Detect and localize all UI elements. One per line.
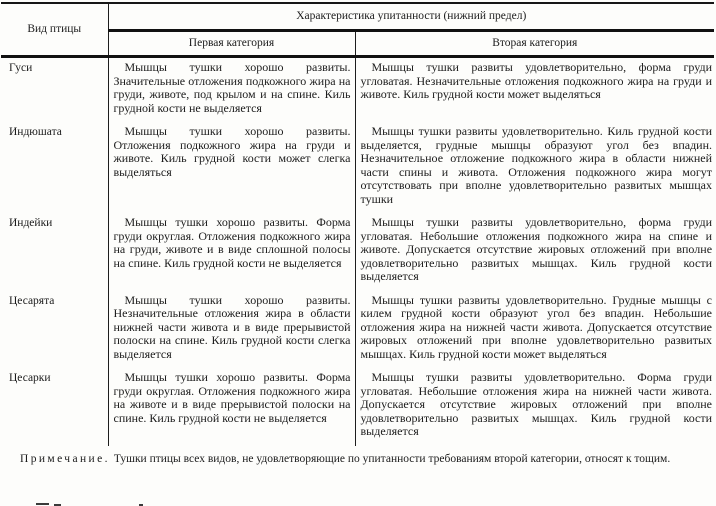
category1-description: Мышцы тушки хорошо развиты. Форма груди округлая. Отложения подкожного жира на животе и в виде прерывистой полоски на спине. Киль грудной кости не выделяется	[108, 368, 355, 446]
clipped-glyph-fragment	[36, 503, 49, 505]
column-header-bird-type: Вид птицы	[1, 3, 108, 57]
footnote-text: Тушки птицы всех видов, не удовлетворяющие по упитанности требованиям второй категории, относят к тощим.	[113, 452, 671, 465]
column-header-second-category: Вторая категория	[355, 31, 714, 57]
column-header-first-category: Первая категория	[108, 31, 355, 57]
fatness-characteristics-table	[1, 2, 714, 446]
clipped-next-text-line	[0, 501, 716, 506]
table-row-turkey-poults	[1, 122, 714, 213]
table-row-geese	[1, 57, 714, 123]
footnote	[3, 453, 713, 467]
category2-description: Мышцы тушки развиты удовлетворительно, форма груди угловатая. Незначительные отложения подкожного жира на груди и животе. Киль грудной кости может выделяться	[360, 60, 713, 101]
table-body	[1, 57, 714, 446]
footnote-label: Примечание.	[20, 452, 110, 465]
category2-description: Мышцы тушки развиты удовлетворительно. Киль грудной кости выделяется, грудные мышцы образуют угол без впадин. Незначительное отложение подкожного жира в области нижней части спины и живота. Отложения подкожного жира могут отсутствовать при вполне удовлетворительно развитых мышцах тушки	[360, 124, 713, 206]
category2-description: Мышцы тушки развиты удовлетворительно. Грудные мышцы с килем грудной кости образуют угол без впадин. Небольшие отложения жира на нижней части живота. Допускается отсутствие жировых отложений при вполне удовлетворительно развитых мышцах. Киль грудной кости может выделяться	[360, 292, 713, 361]
bird-name: Индейки	[1, 213, 108, 291]
category1-description: Мышцы тушки хорошо развиты. Отложения подкожного жира на груди и животе. Киль грудной кости может слегка выделяться	[108, 122, 355, 213]
table-header	[1, 3, 714, 57]
category1-description: Мышцы тушки хорошо развиты. Форма груди округлая. Отложения подкожного жира на груди, животе и в виде сплошной полосы на спине. Киль грудной кости не выделяется	[108, 213, 355, 291]
table-row-turkeys	[1, 213, 714, 291]
category2-description: Мышцы тушки развиты удовлетворительно. Форма груди угловатая. Небольшие отложения жира на нижней части живота. Допускается отсутствие жировых отложений при вполне удовлетворительно развитых мышцах. Киль грудной кости выделяется	[360, 370, 713, 438]
table-row-guinea-fowl-young	[1, 291, 714, 369]
bird-name: Индюшата	[1, 122, 108, 213]
category1-description: Мышцы тушки хорошо развиты. Значительные отложения подкожного жира на груди, животе, под крылом и на спине. Киль грудной кости не выделяется	[108, 57, 355, 123]
bird-name: Цесарки	[1, 368, 108, 446]
column-header-fatness-characteristic: Характеристика упитанности (нижний предел)	[108, 3, 714, 31]
category2-description: Мышцы тушки развиты удовлетворительно, форма груди угловатая. Небольшие отложения подкожного жира на спине и животе. Допускается отсутствие жировых отложений при вполне удовлетворительно развитых мышцах. Киль грудной кости выделяется	[360, 215, 713, 283]
bird-name: Цесарята	[1, 291, 108, 369]
category1-description: Мышцы тушки хорошо развиты. Незначительные отложения жира в области нижней части живота и в виде прерывистой полоски на спине. Киль грудной кости слегка выделяется	[108, 291, 355, 369]
bird-name: Гуси	[1, 57, 108, 123]
table-row-guinea-fowl	[1, 368, 714, 446]
